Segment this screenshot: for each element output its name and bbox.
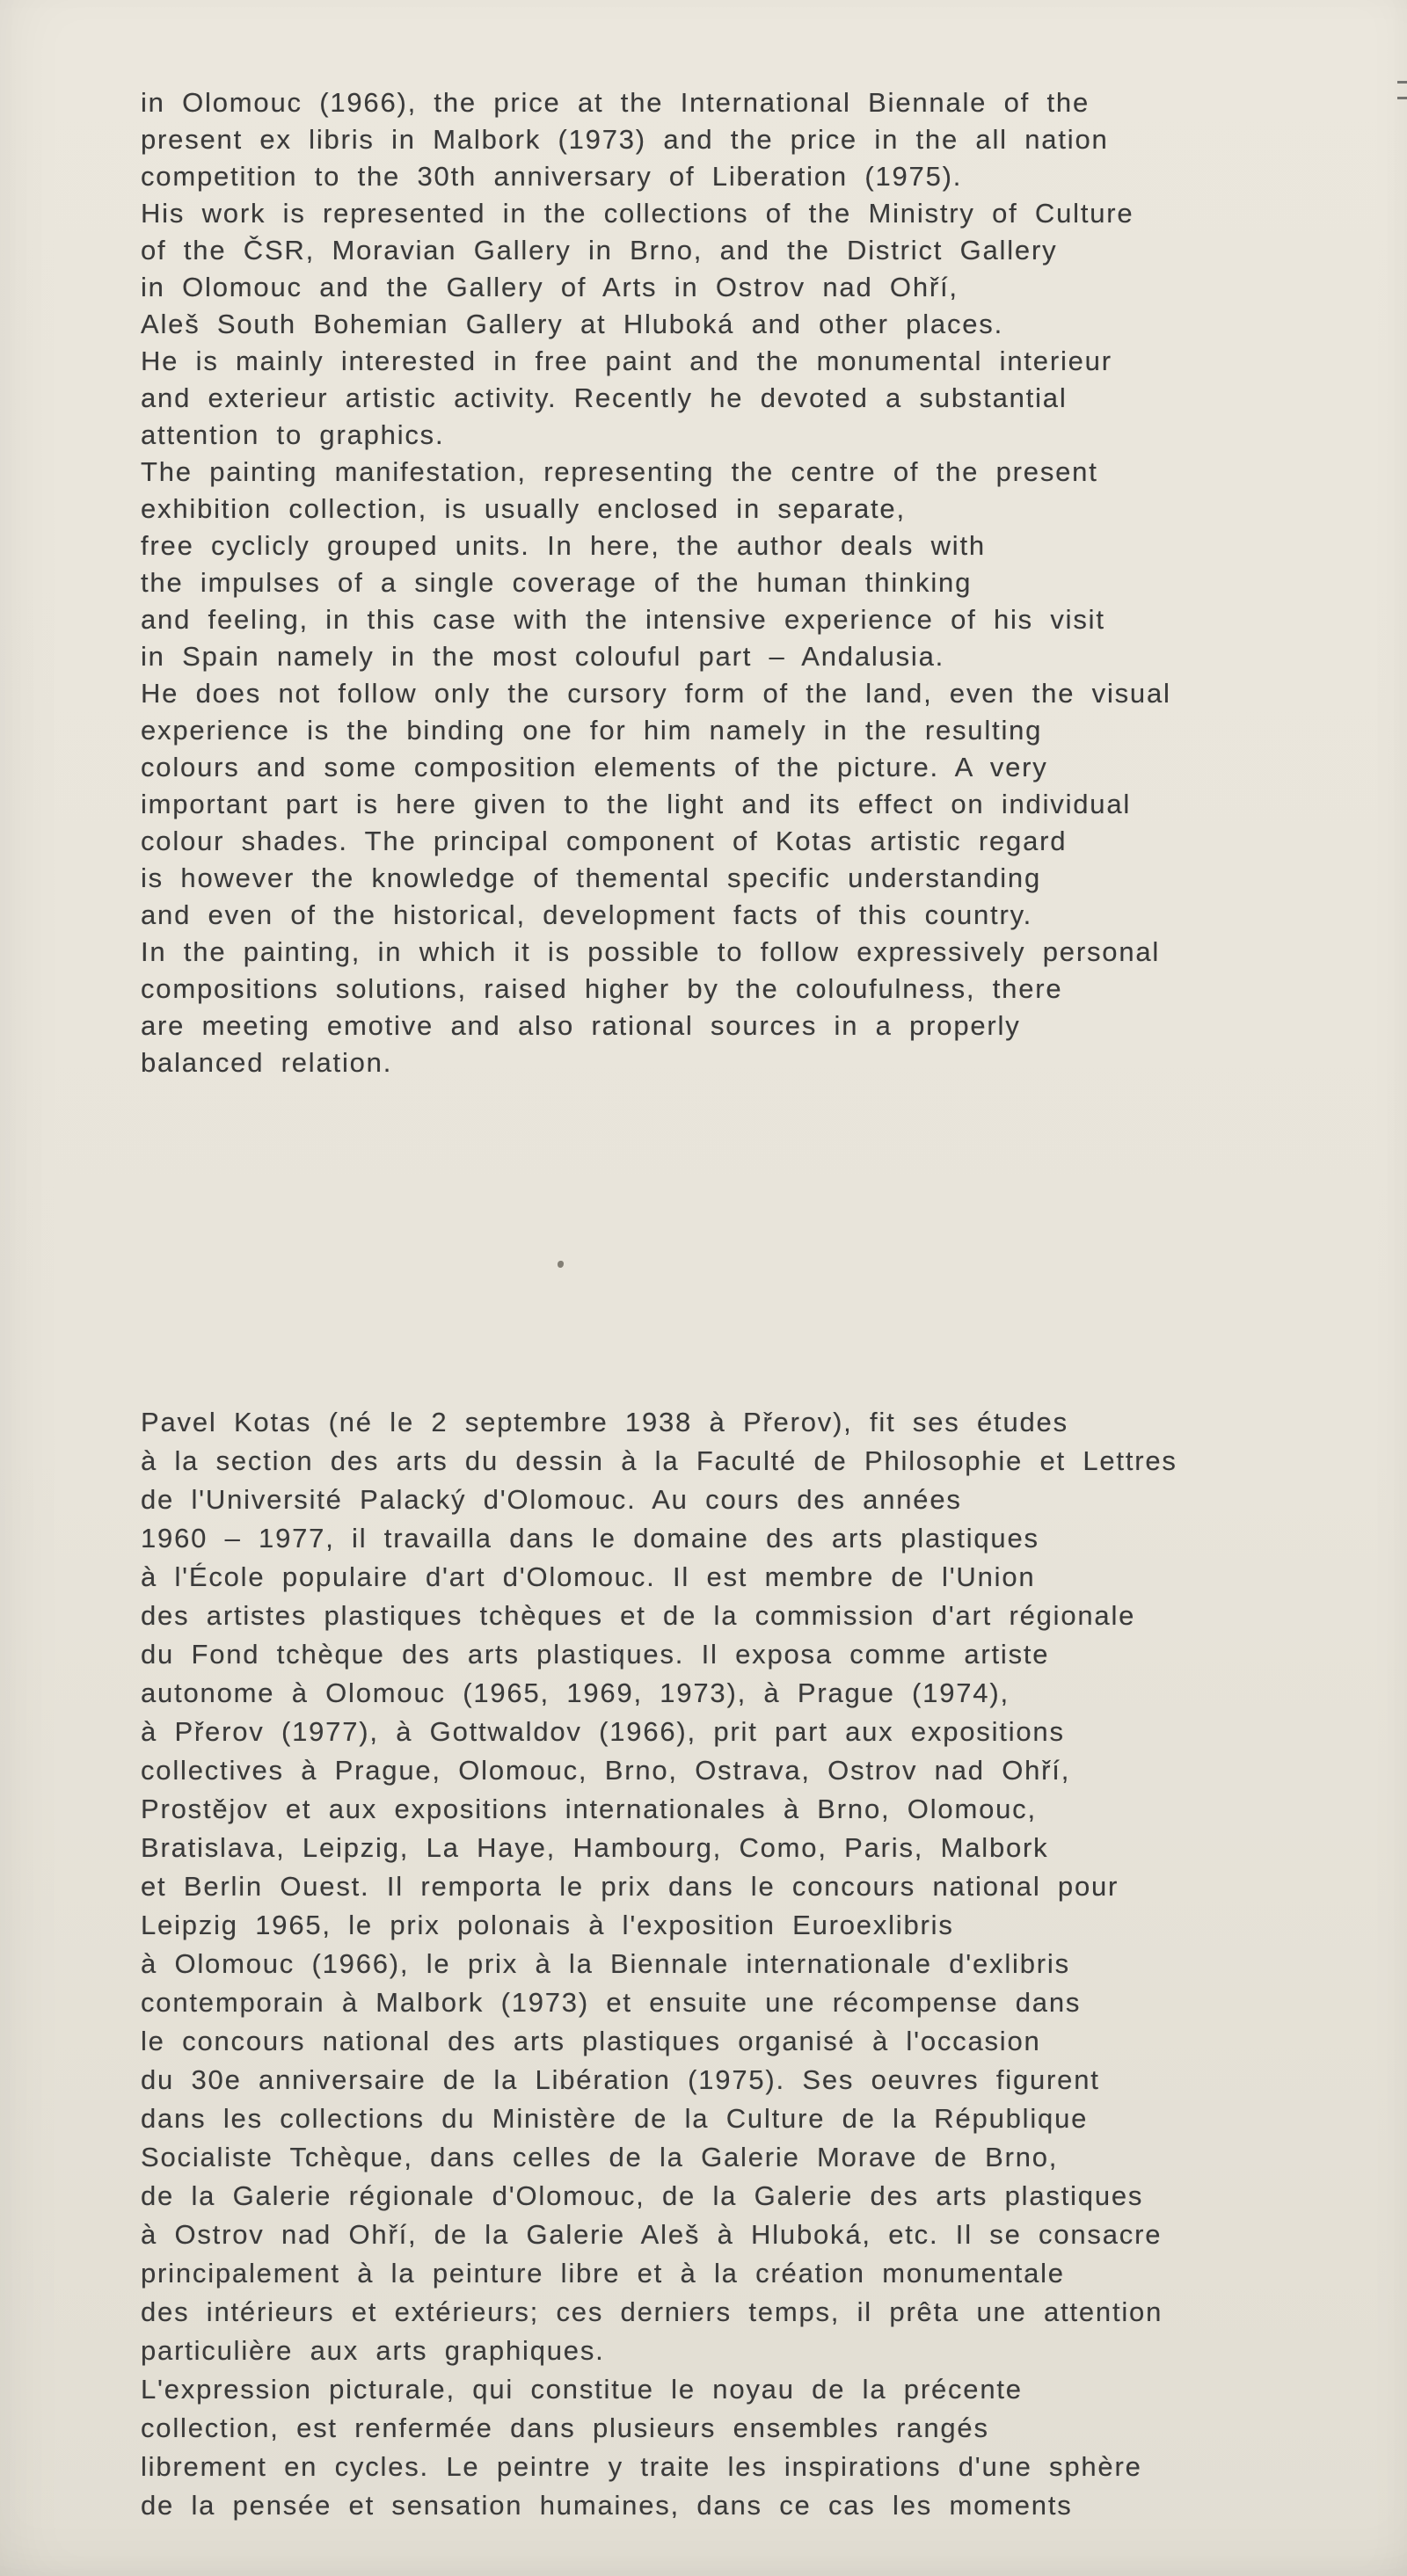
text-line: competition to the 30th anniversary of Liberation (1975). [141,161,963,192]
text-line: compositions solutions, raised higher by the coloufulness, there [141,973,1063,1004]
text-line: important part is here given to the light and its effect on individual [141,789,1132,819]
text-line: à Ostrov nad Ohří, de la Galerie Aleš à Hluboká, etc. Il se consacre [141,2219,1163,2250]
text-line: et Berlin Ouest. Il remporta le prix dans le concours national pour [141,1871,1119,1902]
text-line: present ex libris in Malbork (1973) and the price in the all nation [141,124,1109,155]
text-line: colours and some composition elements of the picture. A very [141,752,1048,782]
text-line: à la section des arts du dessin à la Faculté de Philosophie et Lettres [141,1445,1177,1476]
text-line: free cyclicly grouped units. In here, the author deals with [141,530,986,561]
text-line: of the ČSR, Moravian Gallery in Brno, and the District Gallery [141,235,1058,266]
text-line: His work is represented in the collections of the Ministry of Culture [141,198,1134,229]
text-line: Leipzig 1965, le prix polonais à l'exposition Euroexlibris [141,1910,954,1940]
text-line: 1960 – 1977, il travailla dans le domaine des arts plastiques [141,1523,1039,1554]
text-line: dans les collections du Ministère de la Culture de la République [141,2103,1089,2134]
text-line: à Přerov (1977), à Gottwaldov (1966), prit part aux expositions [141,1716,1065,1747]
text-line: du Fond tchèque des arts plastiques. Il exposa comme artiste [141,1639,1050,1670]
text-line: He is mainly interested in free paint and the monumental interieur [141,346,1112,376]
text-line: experience is the binding one for him namely in the resulting [141,715,1043,746]
text-line: principalement à la peinture libre et à la création monumentale [141,2258,1065,2289]
text-line: He does not follow only the cursory form of the land, even the visual [141,678,1171,709]
text-line: are meeting emotive and also rational sources in a properly [141,1010,1021,1041]
text-line: in Spain namely in the most colouful part – Andalusia. [141,641,945,672]
page-edge-registration-mark [1397,81,1407,99]
text-line: Socialiste Tchèque, dans celles de la Galerie Morave de Brno, [141,2142,1059,2172]
text-line: des intérieurs et extérieurs; ces derniers temps, il prêta une attention [141,2296,1163,2327]
text-line: collectives à Prague, Olomouc, Brno, Ostrava, Ostrov nad Ohří, [141,1755,1071,1786]
text-line: de l'Université Palacký d'Olomouc. Au cours des années [141,1484,962,1515]
text-line: autonome à Olomouc (1965, 1969, 1973), à Prague (1974), [141,1677,1010,1708]
text-line: contemporain à Malbork (1973) et ensuite une récompense dans [141,1987,1082,2018]
text-line: Prostějov et aux expositions internationales à Brno, Olomouc, [141,1794,1037,1824]
text-line: à l'École populaire d'art d'Olomouc. Il est membre de l'Union [141,1561,1036,1592]
text-line: particulière aux arts graphiques. [141,2335,605,2366]
text-line: le concours national des arts plastiques organisé à l'occasion [141,2026,1041,2056]
text-line: in Olomouc and the Gallery of Arts in Ostrov nad Ohří, [141,272,959,302]
text-line: and feeling, in this case with the intensive experience of his visit [141,604,1105,635]
text-line: à Olomouc (1966), le prix à la Biennale internationale d'exlibris [141,1948,1070,1979]
text-line: de la Galerie régionale d'Olomouc, de la Galerie des arts plastiques [141,2180,1144,2211]
text-line: in Olomouc (1966), the price at the International Biennale of the [141,87,1090,118]
english-text-block [141,84,1381,1081]
text-line: exhibition collection, is usually enclosed in separate, [141,493,906,524]
text-line: and even of the historical, development facts of this country. [141,899,1032,930]
text-line: and exterieur artistic activity. Recently he devoted a substantial [141,382,1068,413]
text-line: the impulses of a single coverage of the human thinking [141,567,973,598]
text-line: The painting manifestation, representing the centre of the present [141,456,1098,487]
text-line: librement en cycles. Le peintre y traite les inspirations d'une sphère [141,2451,1142,2482]
text-line: des artistes plastiques tchèques et de la commission d'art régionale [141,1600,1136,1631]
text-line: colour shades. The principal component of Kotas artistic regard [141,826,1068,856]
text-line: is however the knowledge of themental specific understanding [141,862,1042,893]
text-line: balanced relation. [141,1047,393,1078]
text-line: collection, est renfermée dans plusieurs ensembles rangés [141,2412,989,2443]
paper-speck [558,1261,564,1268]
text-line: attention to graphics. [141,419,445,450]
text-line: de la pensée et sensation humaines, dans ce cas les moments [141,2490,1073,2521]
text-line: Aleš South Bohemian Gallery at Hluboká and other places. [141,309,1003,339]
text-line: du 30e anniversaire de la Libération (1975). Ses oeuvres figurent [141,2064,1100,2095]
text-line: Pavel Kotas (né le 2 septembre 1938 à Přerov), fit ses études [141,1407,1068,1437]
text-line: In the painting, in which it is possible to follow expressively personal [141,936,1161,967]
text-line: Bratislava, Leipzig, La Haye, Hambourg, Como, Paris, Malbork [141,1832,1049,1863]
text-line: L'expression picturale, qui constitue le noyau de la précente [141,2374,1023,2405]
french-text-block [141,1403,1381,2525]
